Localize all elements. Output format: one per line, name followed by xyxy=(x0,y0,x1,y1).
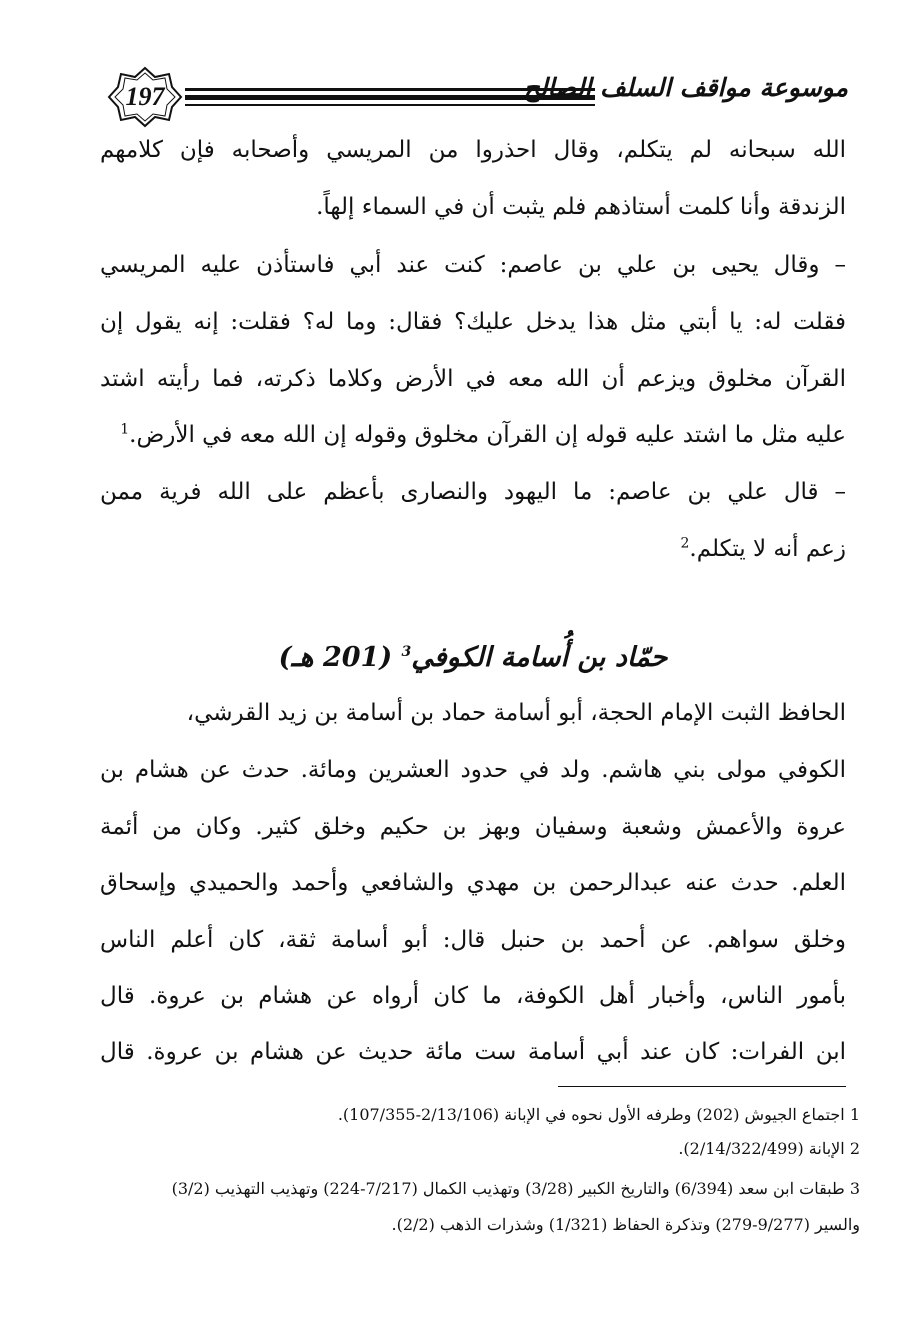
body-line: بأمور الناس، وأخبار أهل الكوفة، ما كان أرواه عن هشام بن عروة. قال xyxy=(100,983,846,1009)
body-line: الله سبحانه لم يتكلم، وقال احذروا من المريسي وأصحابه فإن كلامهم xyxy=(100,137,846,163)
footnote-ref[interactable]: 1 xyxy=(120,421,130,438)
body-line: العلم. حدث عنه عبدالرحمن بن مهدي والشافعي وأحمد والحميدي وإسحاق xyxy=(100,870,846,896)
footnote-ref[interactable]: 2 xyxy=(680,535,690,552)
body-line: عروة والأعمش وشعبة وسفيان وبهز بن حكيم وخلق كثير. وكان من أئمة xyxy=(100,814,846,840)
footnote: 2 الإبانة (2/14/322/499). xyxy=(678,1139,860,1158)
page-number-badge xyxy=(107,66,183,128)
footnote: 3 طبقات ابن سعد (6/394) والتاريخ الكبير (3/28) وتهذيب الكمال (7/217-224) وتهذيب التهذيب (3/2) xyxy=(171,1179,860,1198)
body-text: زعم أنه لا يتكلم. xyxy=(689,536,846,562)
body-line-with-ref xyxy=(100,410,846,460)
heading-name: حمّاد بن أُسامة الكوفي xyxy=(411,642,668,673)
body-line: وخلق سواهم. عن أحمد بن حنبل قال: أبو أسامة ثقة، كان أعلم الناس xyxy=(100,927,846,953)
series-title: موسوعة مواقف السلف الصالح xyxy=(523,73,848,102)
footnote-ref[interactable]: 3 xyxy=(401,644,412,660)
body-line-with-ref xyxy=(100,524,846,574)
body-line: ابن الفرات: كان عند أبي أسامة ست مائة حديث عن هشام بن عروة. قال xyxy=(100,1039,846,1065)
body-text: عليه مثل ما اشتد عليه قوله إن القرآن مخلوق وقوله إن الله معه في الأرض. xyxy=(129,422,846,448)
section-heading xyxy=(100,628,846,688)
body-line: الكوفي مولى بني هاشم. ولد في حدود العشرين ومائة. حدث عن هشام بن xyxy=(100,757,846,783)
footnote-separator xyxy=(558,1086,846,1087)
heading-date: (201 هـ) xyxy=(278,642,393,673)
body-line: – وقال يحيى بن علي بن عاصم: كنت عند أبي فاستأذن عليه المريسي xyxy=(100,252,846,278)
body-line: الحافظ الثبت الإمام الحجة، أبو أسامة حماد بن أسامة بن زيد القرشي، xyxy=(186,700,846,726)
body-line: الزندقة وأنا كلمت أستاذهم فلم يثبت أن في السماء إلهاً. xyxy=(316,194,846,220)
page-header xyxy=(0,0,913,130)
footnote: 1 اجتماع الجيوش (202) وطرفه الأول نحوه في الإبانة (2/13/106-107/355). xyxy=(337,1105,860,1124)
page-number: 197 xyxy=(125,82,165,111)
body-line: فقلت له: يا أبتي مثل هذا يدخل عليك؟ فقال: وما له؟ فقلت: إنه يقول إن xyxy=(100,309,846,335)
body-line: – قال علي بن عاصم: ما اليهود والنصارى بأعظم على الله فرية ممن xyxy=(100,479,846,505)
footnote: والسير (9/277-279) وتذكرة الحفاظ (1/321) وشذرات الذهب (2/2). xyxy=(391,1215,860,1234)
body-line: القرآن مخلوق ويزعم أن الله معه في الأرض وكلاما ذكرته، فما رأيته اشتد xyxy=(100,366,846,392)
